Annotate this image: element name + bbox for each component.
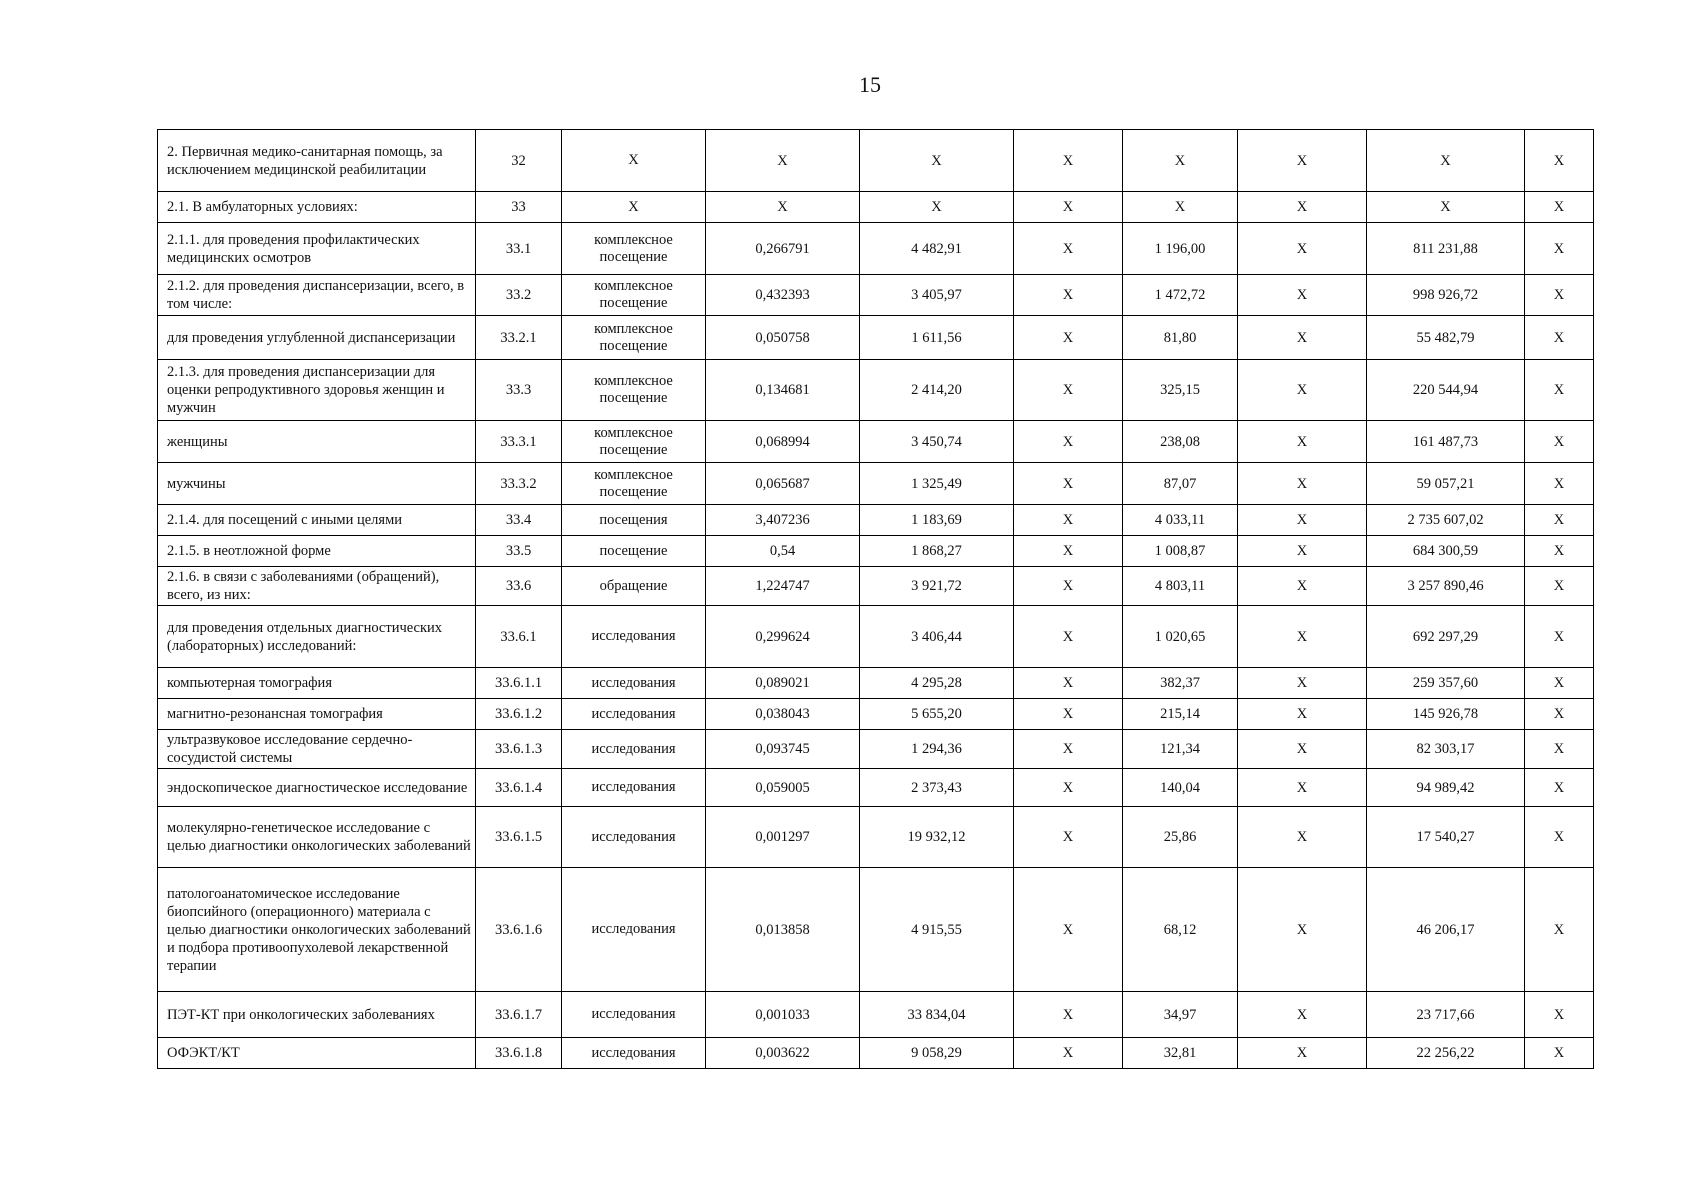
cell-col3: X (1014, 223, 1123, 275)
row-number: 33.3.2 (476, 463, 562, 505)
row-number: 33.6.1 (476, 606, 562, 668)
cell-col6: 17 540,27 (1367, 807, 1525, 868)
cell-col4: 32,81 (1123, 1038, 1238, 1069)
cell-col6: 220 544,94 (1367, 360, 1525, 421)
cell-col6: 23 717,66 (1367, 992, 1525, 1038)
cell-col3: X (1014, 421, 1123, 463)
row-number: 33.6.1.5 (476, 807, 562, 868)
cell-col1: 0,013858 (706, 868, 860, 992)
cell-col3: X (1014, 463, 1123, 505)
table-row (158, 223, 1594, 275)
row-name: 2.1.4. для посещений с иными целями (158, 505, 476, 536)
cell-col7: X (1525, 536, 1594, 567)
table-row (158, 730, 1594, 769)
table-row (158, 807, 1594, 868)
cell-col6: 145 926,78 (1367, 699, 1525, 730)
row-unit: исследования (562, 668, 706, 699)
cell-col7: X (1525, 868, 1594, 992)
cell-col4: 4 033,11 (1123, 505, 1238, 536)
cell-col2: 2 414,20 (860, 360, 1014, 421)
cell-col5: X (1238, 1038, 1367, 1069)
cell-col7: X (1525, 505, 1594, 536)
cell-col4: 238,08 (1123, 421, 1238, 463)
cell-col5: X (1238, 130, 1367, 192)
cell-col5: X (1238, 505, 1367, 536)
cell-col6: 259 357,60 (1367, 668, 1525, 699)
cell-col2: 3 921,72 (860, 567, 1014, 606)
cell-col3: X (1014, 992, 1123, 1038)
cell-col7: X (1525, 421, 1594, 463)
row-unit: X (562, 192, 706, 223)
row-number: 33.6.1.8 (476, 1038, 562, 1069)
row-unit: исследования (562, 807, 706, 868)
row-unit: комплексное посещение (562, 275, 706, 316)
row-number: 33.6 (476, 567, 562, 606)
cell-col7: X (1525, 769, 1594, 807)
cell-col6: 998 926,72 (1367, 275, 1525, 316)
row-number: 32 (476, 130, 562, 192)
cell-col1: 0,001033 (706, 992, 860, 1038)
cell-col1: 0,065687 (706, 463, 860, 505)
table-row (158, 463, 1594, 505)
row-number: 33.6.1.2 (476, 699, 562, 730)
cell-col4: 68,12 (1123, 868, 1238, 992)
cell-col7: X (1525, 1038, 1594, 1069)
cell-col5: X (1238, 192, 1367, 223)
row-number: 33.6.1.4 (476, 769, 562, 807)
cell-col4: 1 020,65 (1123, 606, 1238, 668)
cell-col2: 1 611,56 (860, 316, 1014, 360)
cell-col1: 0,299624 (706, 606, 860, 668)
cell-col2: 4 915,55 (860, 868, 1014, 992)
table-row (158, 992, 1594, 1038)
cell-col7: X (1525, 316, 1594, 360)
cell-col4: 121,34 (1123, 730, 1238, 769)
cell-col3: X (1014, 807, 1123, 868)
table-row (158, 316, 1594, 360)
cell-col7: X (1525, 807, 1594, 868)
cell-col4: 215,14 (1123, 699, 1238, 730)
cell-col1: 3,407236 (706, 505, 860, 536)
cell-col2: 3 406,44 (860, 606, 1014, 668)
cell-col7: X (1525, 223, 1594, 275)
cell-col2: 3 450,74 (860, 421, 1014, 463)
row-name: женщины (158, 421, 476, 463)
cell-col4: 25,86 (1123, 807, 1238, 868)
table-row (158, 130, 1594, 192)
cell-col3: X (1014, 192, 1123, 223)
cell-col5: X (1238, 421, 1367, 463)
cell-col7: X (1525, 463, 1594, 505)
row-unit: X (562, 130, 706, 192)
row-number: 33.6.1.6 (476, 868, 562, 992)
cell-col3: X (1014, 505, 1123, 536)
cell-col7: X (1525, 730, 1594, 769)
cell-col1: 0,134681 (706, 360, 860, 421)
cell-col6: 161 487,73 (1367, 421, 1525, 463)
cell-col3: X (1014, 868, 1123, 992)
cell-col4: 140,04 (1123, 769, 1238, 807)
cell-col1: 0,266791 (706, 223, 860, 275)
cell-col3: X (1014, 130, 1123, 192)
cell-col1: 0,068994 (706, 421, 860, 463)
row-name: ОФЭКТ/КТ (158, 1038, 476, 1069)
row-number: 33 (476, 192, 562, 223)
row-unit: исследования (562, 992, 706, 1038)
row-unit: комплексное посещение (562, 360, 706, 421)
row-number: 33.6.1.7 (476, 992, 562, 1038)
cell-col5: X (1238, 668, 1367, 699)
cell-col5: X (1238, 699, 1367, 730)
row-name: 2. Первичная медико-санитарная помощь, за исключением медицинской реабилитации (158, 130, 476, 192)
cell-col7: X (1525, 275, 1594, 316)
cell-col5: X (1238, 463, 1367, 505)
cell-col2: 9 058,29 (860, 1038, 1014, 1069)
cell-col5: X (1238, 868, 1367, 992)
cell-col5: X (1238, 360, 1367, 421)
cell-col3: X (1014, 606, 1123, 668)
cell-col7: X (1525, 360, 1594, 421)
cell-col6: 684 300,59 (1367, 536, 1525, 567)
cell-col4: 325,15 (1123, 360, 1238, 421)
row-name: компьютерная томография (158, 668, 476, 699)
row-number: 33.2 (476, 275, 562, 316)
cell-col5: X (1238, 807, 1367, 868)
cell-col6: 692 297,29 (1367, 606, 1525, 668)
cell-col4: 4 803,11 (1123, 567, 1238, 606)
cell-col2: 3 405,97 (860, 275, 1014, 316)
cell-col3: X (1014, 275, 1123, 316)
row-unit: комплексное посещение (562, 316, 706, 360)
cell-col4: X (1123, 130, 1238, 192)
cell-col5: X (1238, 316, 1367, 360)
cell-col5: X (1238, 769, 1367, 807)
table-row (158, 769, 1594, 807)
table-row (158, 699, 1594, 730)
cell-col5: X (1238, 606, 1367, 668)
cell-col1: 0,089021 (706, 668, 860, 699)
row-name: ультразвуковое исследование сердечно-сосудистой системы (158, 730, 476, 769)
cell-col3: X (1014, 316, 1123, 360)
cell-col4: 382,37 (1123, 668, 1238, 699)
row-unit: посещение (562, 536, 706, 567)
cell-col7: X (1525, 668, 1594, 699)
table-row (158, 1038, 1594, 1069)
financing-table (157, 129, 1594, 1069)
cell-col1: 0,093745 (706, 730, 860, 769)
row-number: 33.6.1.3 (476, 730, 562, 769)
cell-col7: X (1525, 699, 1594, 730)
cell-col4: 34,97 (1123, 992, 1238, 1038)
row-number: 33.3 (476, 360, 562, 421)
row-name: мужчины (158, 463, 476, 505)
cell-col4: 1 472,72 (1123, 275, 1238, 316)
cell-col1: 0,059005 (706, 769, 860, 807)
cell-col3: X (1014, 1038, 1123, 1069)
cell-col1: 0,54 (706, 536, 860, 567)
row-name: 2.1.3. для проведения диспансеризации для оценки репродуктивного здоровья женщин и мужчин (158, 360, 476, 421)
row-name: 2.1. В амбулаторных условиях: (158, 192, 476, 223)
row-unit: исследования (562, 1038, 706, 1069)
cell-col3: X (1014, 769, 1123, 807)
cell-col2: X (860, 192, 1014, 223)
table-row (158, 606, 1594, 668)
cell-col3: X (1014, 730, 1123, 769)
row-unit: обращение (562, 567, 706, 606)
row-name: 2.1.5. в неотложной форме (158, 536, 476, 567)
page-number: 15 (859, 72, 881, 97)
cell-col1: 0,001297 (706, 807, 860, 868)
cell-col5: X (1238, 223, 1367, 275)
cell-col6: X (1367, 130, 1525, 192)
cell-col6: 46 206,17 (1367, 868, 1525, 992)
cell-col1: X (706, 192, 860, 223)
cell-col7: X (1525, 992, 1594, 1038)
row-number: 33.5 (476, 536, 562, 567)
row-number: 33.4 (476, 505, 562, 536)
table-row (158, 567, 1594, 606)
cell-col1: 0,432393 (706, 275, 860, 316)
cell-col2: 1 294,36 (860, 730, 1014, 769)
cell-col6: 94 989,42 (1367, 769, 1525, 807)
row-number: 33.6.1.1 (476, 668, 562, 699)
row-unit: комплексное посещение (562, 223, 706, 275)
cell-col2: X (860, 130, 1014, 192)
cell-col6: 59 057,21 (1367, 463, 1525, 505)
row-name: ПЭТ-КТ при онкологических заболеваниях (158, 992, 476, 1038)
table-row (158, 192, 1594, 223)
cell-col2: 1 325,49 (860, 463, 1014, 505)
row-name: эндоскопическое диагностическое исследование (158, 769, 476, 807)
row-name: молекулярно-генетическое исследование с целью диагностики онкологических заболеваний (158, 807, 476, 868)
cell-col6: 82 303,17 (1367, 730, 1525, 769)
cell-col3: X (1014, 699, 1123, 730)
cell-col7: X (1525, 567, 1594, 606)
cell-col6: 2 735 607,02 (1367, 505, 1525, 536)
cell-col1: 0,038043 (706, 699, 860, 730)
cell-col1: 0,003622 (706, 1038, 860, 1069)
cell-col2: 19 932,12 (860, 807, 1014, 868)
cell-col2: 4 482,91 (860, 223, 1014, 275)
row-unit: исследования (562, 769, 706, 807)
row-name: 2.1.1. для проведения профилактических медицинских осмотров (158, 223, 476, 275)
cell-col7: X (1525, 192, 1594, 223)
cell-col5: X (1238, 536, 1367, 567)
row-unit: посещения (562, 505, 706, 536)
cell-col6: 3 257 890,46 (1367, 567, 1525, 606)
cell-col4: 87,07 (1123, 463, 1238, 505)
cell-col6: 22 256,22 (1367, 1038, 1525, 1069)
cell-col4: 1 008,87 (1123, 536, 1238, 567)
cell-col4: 81,80 (1123, 316, 1238, 360)
row-unit: исследования (562, 606, 706, 668)
cell-col1: X (706, 130, 860, 192)
row-unit: исследования (562, 868, 706, 992)
row-name: 2.1.6. в связи с заболеваниями (обращений), всего, из них: (158, 567, 476, 606)
table-row (158, 505, 1594, 536)
table-row (158, 275, 1594, 316)
table-row (158, 868, 1594, 992)
row-number: 33.2.1 (476, 316, 562, 360)
row-unit: комплексное посещение (562, 463, 706, 505)
row-number: 33.3.1 (476, 421, 562, 463)
cell-col6: 811 231,88 (1367, 223, 1525, 275)
cell-col1: 0,050758 (706, 316, 860, 360)
table-row (158, 536, 1594, 567)
row-number: 33.1 (476, 223, 562, 275)
cell-col3: X (1014, 360, 1123, 421)
cell-col5: X (1238, 992, 1367, 1038)
cell-col3: X (1014, 536, 1123, 567)
row-name: 2.1.2. для проведения диспансеризации, всего, в том числе: (158, 275, 476, 316)
cell-col2: 1 183,69 (860, 505, 1014, 536)
cell-col2: 5 655,20 (860, 699, 1014, 730)
cell-col4: X (1123, 192, 1238, 223)
cell-col3: X (1014, 668, 1123, 699)
cell-col2: 4 295,28 (860, 668, 1014, 699)
cell-col7: X (1525, 130, 1594, 192)
cell-col5: X (1238, 275, 1367, 316)
cell-col1: 1,224747 (706, 567, 860, 606)
cell-col7: X (1525, 606, 1594, 668)
cell-col2: 33 834,04 (860, 992, 1014, 1038)
cell-col6: 55 482,79 (1367, 316, 1525, 360)
cell-col3: X (1014, 567, 1123, 606)
cell-col5: X (1238, 567, 1367, 606)
row-name: патологоанатомическое исследование биопсийного (операционного) материала с целью диагностики онкологических заболеваний и подбора противоопухолевой лекарственной терапии (158, 868, 476, 992)
table-row (158, 421, 1594, 463)
row-unit: комплексное посещение (562, 421, 706, 463)
cell-col4: 1 196,00 (1123, 223, 1238, 275)
row-unit: исследования (562, 730, 706, 769)
cell-col6: X (1367, 192, 1525, 223)
cell-col5: X (1238, 730, 1367, 769)
cell-col2: 2 373,43 (860, 769, 1014, 807)
row-name: для проведения углубленной диспансеризации (158, 316, 476, 360)
cell-col2: 1 868,27 (860, 536, 1014, 567)
table-row (158, 360, 1594, 421)
table-row (158, 668, 1594, 699)
row-name: магнитно-резонансная томография (158, 699, 476, 730)
row-unit: исследования (562, 699, 706, 730)
row-name: для проведения отдельных диагностических (лабораторных) исследований: (158, 606, 476, 668)
